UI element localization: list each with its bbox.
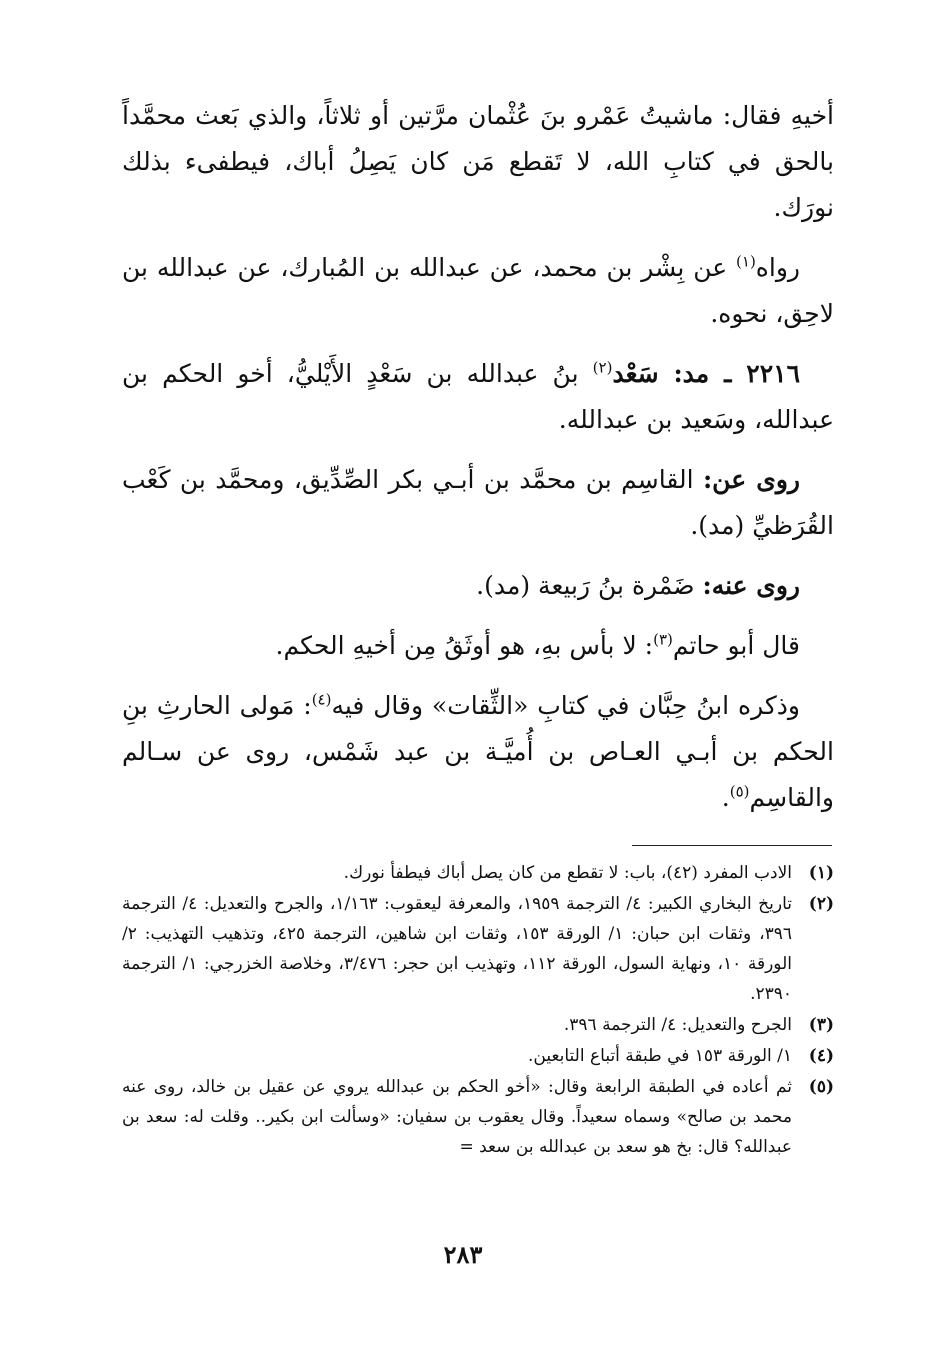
narrated-from-label: روى عن: — [702, 465, 800, 494]
narrated-from: روى عن: القاسِم بن محمَّد بن أبـي بكر الصِّدِّيق، ومحمَّد بن كَعْب القُرَظيِّ (مد). — [122, 465, 834, 540]
footnote-ref-5: (٥) — [729, 782, 750, 801]
entry-heading: ٢٢١٦ ـ مد: سَعْد — [612, 359, 800, 388]
narrated-by-label: روى عنه: — [702, 571, 800, 600]
footnote-ref-4: (٤) — [311, 690, 332, 709]
footnote-ref-1: (١) — [736, 252, 756, 271]
main-text — [122, 93, 834, 835]
footnote-ref-2: (٢) — [592, 358, 613, 377]
ibn-hibban-statement: وذكره ابنُ حِبَّان في كتابِ «الثِّقات» وقال فيه$^{(٤)}$: مَولى الحارثِ بنِ الحكم بن أبـي العـاص بن أُميَّـة بن عبد شَمْس، روى عن سـالم والقاسِم$^{(٥)}$. — [122, 690, 834, 812]
narrated-by: روى عنه: ضَمْرة بنُ رَبيعة (مد). — [476, 571, 800, 600]
footnote-2: (٢) تاريخ البخاري الكبير: ٤/ الترجمة ١٩٥٩، والمعرفة ليعقوب: ١/١٦٣، والجرح والتعديل: ٤/ الترجمة ٣٩٦، وثقات ابن حبان: ١/ الورقة ١٥٣، وثقات ابن شاهين، الترجمة ٤٢٥، وتذهيب التهذيب: ٢/ الورقة ١٠، ونهاية السول، الورقة ١١٢، وتهذيب ابن حجر: ٣/٤٧٦، وخلاصة الخزرجي: ١/ الترجمة ٢٣٩٠. — [122, 894, 834, 1004]
paragraph-2: رواه$^{(١)}$ عن بِشْر بن محمد، عن عبدالله بن المُبارك، عن عبدالله بن لاحِق، نحوه. — [122, 252, 834, 328]
footnote-3: (٣) الجرح والتعديل: ٤/ الترجمة ٣٩٦. — [563, 1015, 834, 1035]
paragraph-1: أخيهِ فقال: ماشيتُ عَمْرو بنَ عُثْمان مرَّتين أو ثلاثاً، والذي بَعث محمَّداً بالحق في كتابِ الله، لا تَقطع مَن كان يَصِلُ أباك، فيطفىء بذلك نورَك. — [122, 101, 834, 222]
page-number: ٢٨٣ — [443, 1240, 483, 1269]
footnotes — [122, 858, 834, 1163]
footnote-5: (٥) ثم أعاده في الطبقة الرابعة وقال: «أخو الحكم بن عبدالله يروي عن عقيل بن خالد، روى عنه محمد بن صالح» وسماه سعيداً. وقال يعقوب بن سفيان: «وسألت ابن بكير.. وقلت له: سعد بن عبدالله؟ قال: بخ هو سعد بن عبدالله بن سعد = — [122, 1077, 834, 1157]
footnote-4: (٤) ١/ الورقة ١٥٣ في طبقة أتباع التابعين. — [527, 1046, 834, 1066]
footnote-ref-3: (٣) — [653, 630, 673, 649]
footnote-1: (١) الادب المفرد (٤٢)، باب: لا تقطع من كان يصل أباك فيطفأ نورك. — [343, 863, 834, 883]
abu-hatim-statement: قال أبو حاتم$^{(٣)}$: لا بأس بهِ، هو أوثَقُ مِن أخيهِ الحكم. — [275, 630, 800, 660]
entry-2216: ٢٢١٦ ـ مد: سَعْد$^{(٢)}$ بنُ عبدالله بن سَعْدٍ الأَيْليُّ، أخو الحكم بن عبدالله، وسَعيد بن عبدالله. — [122, 358, 834, 434]
footnote-separator — [632, 845, 832, 846]
